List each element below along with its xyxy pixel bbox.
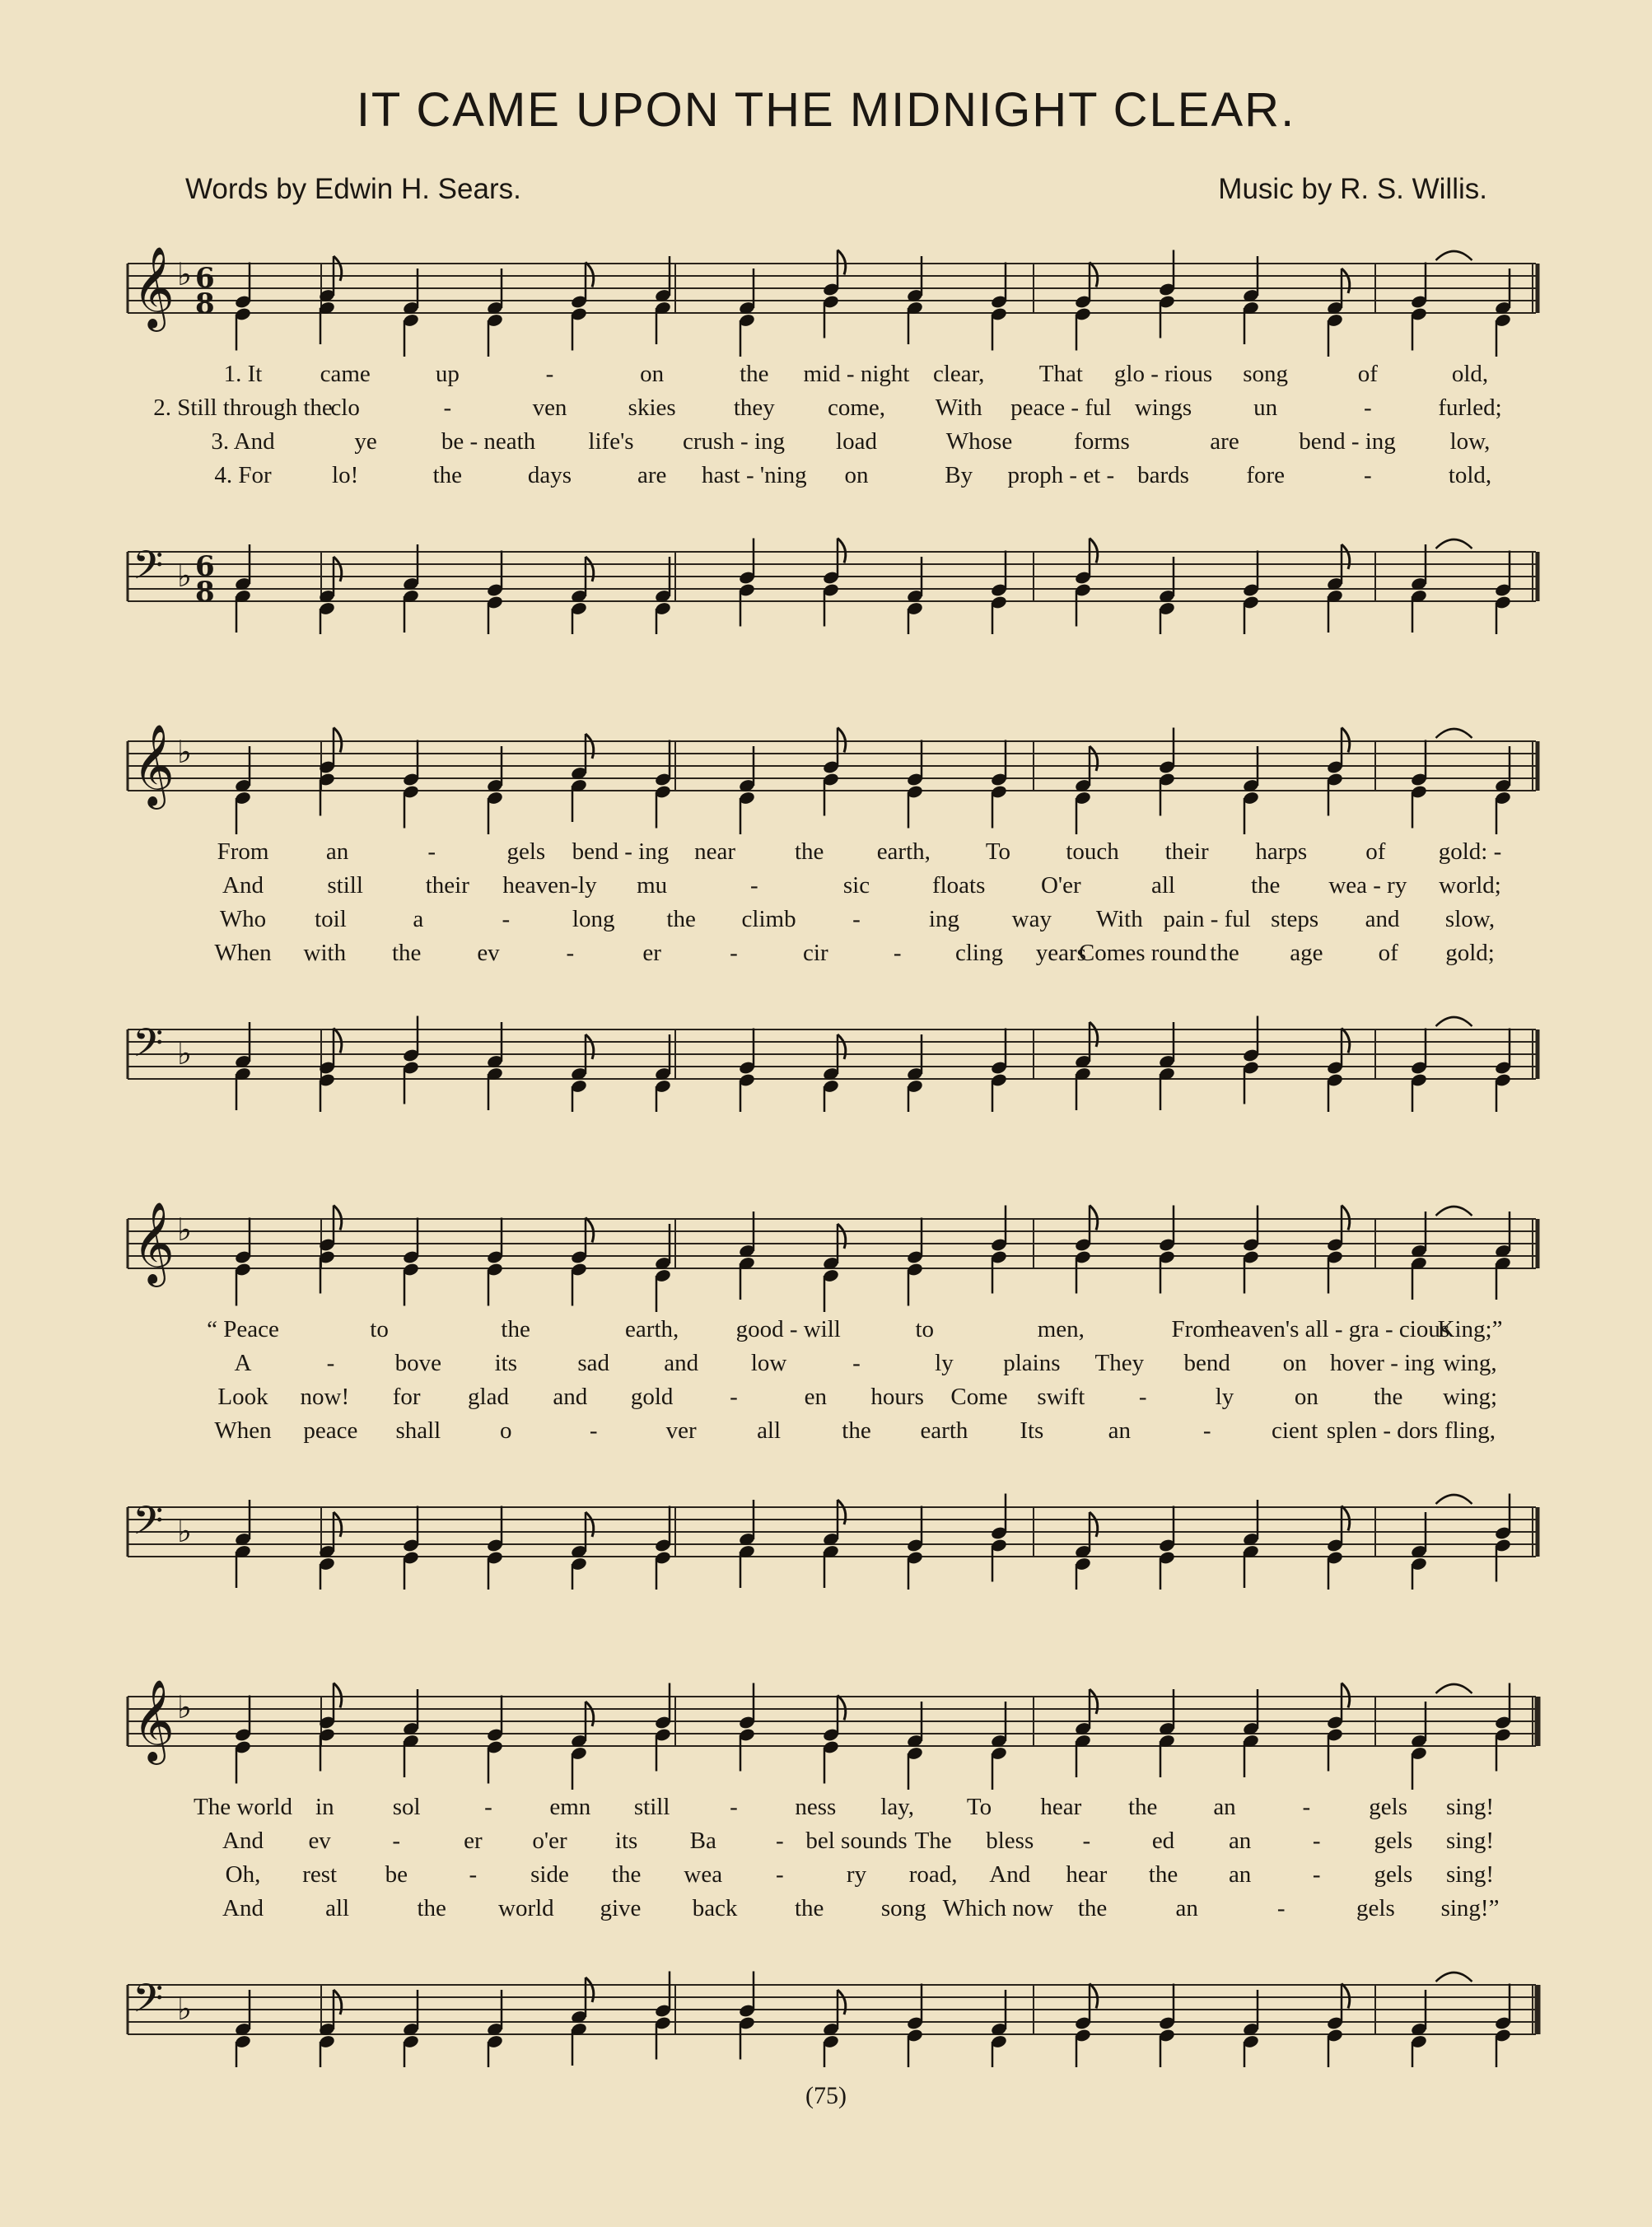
lyric-syllable: come, xyxy=(827,395,886,421)
lyric-syllable: its xyxy=(614,1828,638,1854)
lyric-syllable: an xyxy=(1175,1895,1198,1921)
lyric-line-verse-1 xyxy=(119,1316,1544,1349)
lyric-syllable: The xyxy=(914,1828,952,1854)
lyric-syllable: The world xyxy=(194,1794,292,1820)
lyric-syllable: of xyxy=(1378,940,1398,966)
lyric-syllable: gels xyxy=(1374,1861,1413,1888)
lyric-syllable: - xyxy=(392,1828,401,1854)
lyric-syllable: world; xyxy=(1439,872,1501,899)
flat-key-signature-icon: ♭ xyxy=(177,734,192,770)
lyric-syllable: cir xyxy=(803,940,828,966)
lyric-syllable: - xyxy=(1302,1794,1311,1820)
bass-staff xyxy=(128,1016,1538,1113)
lyric-syllable: And xyxy=(222,872,264,899)
lyric-syllable: and xyxy=(553,1384,588,1410)
lyric-syllable: hours xyxy=(870,1384,924,1410)
fermata-icon xyxy=(1436,1973,1472,1982)
lyric-syllable: - xyxy=(1312,1828,1321,1854)
lyric-line-verse-3 xyxy=(119,428,1544,461)
lyric-line-verse-2 xyxy=(119,395,1544,427)
lyric-syllable: on xyxy=(844,462,869,488)
lyric-syllable: slow, xyxy=(1444,906,1496,932)
lyric-syllable: mu xyxy=(637,872,668,899)
lyric-line-verse-1 xyxy=(119,1794,1544,1827)
lyric-syllable: clo xyxy=(330,395,360,421)
lyric-syllable: on xyxy=(1294,1384,1318,1410)
lyric-syllable: of xyxy=(1365,838,1386,865)
bass-staff xyxy=(128,539,1538,635)
lyric-syllable: earth xyxy=(920,1417,968,1444)
lyric-syllable: en xyxy=(804,1384,828,1410)
lyric-syllable: furled; xyxy=(1438,395,1502,421)
lyric-syllable: steps xyxy=(1271,906,1319,932)
lyric-syllable: gels xyxy=(1356,1895,1395,1921)
lyric-syllable: - xyxy=(326,1350,335,1376)
lyric-syllable: 3. And xyxy=(211,428,275,455)
lyric-syllable: earth, xyxy=(625,1316,679,1342)
lyric-syllable: back xyxy=(692,1895,738,1921)
lyric-syllable: harps xyxy=(1255,838,1308,865)
lyric-syllable: floats xyxy=(931,872,986,899)
lyric-syllable: song xyxy=(1243,361,1289,387)
lyric-line-verse-2 xyxy=(119,1350,1544,1383)
lyric-syllable: sad xyxy=(577,1350,610,1376)
lyric-syllable: “ Peace xyxy=(207,1316,279,1342)
lyric-syllable: up xyxy=(435,361,460,387)
lyric-syllable: emn xyxy=(549,1794,591,1820)
lyric-syllable: bless xyxy=(986,1828,1034,1854)
lyric-syllable: They xyxy=(1094,1350,1145,1376)
lyric-syllable: - xyxy=(502,906,511,932)
lyric-syllable: peace - ful xyxy=(1010,395,1112,421)
lyric-syllable: their xyxy=(1164,838,1209,865)
lyric-line-verse-4 xyxy=(119,462,1544,495)
lyric-syllable: - xyxy=(1082,1828,1091,1854)
lyric-line-verse-1 xyxy=(119,838,1544,871)
lyric-line-verse-2 xyxy=(119,872,1544,905)
lyric-syllable: - xyxy=(852,1350,861,1376)
lyric-syllable: sol xyxy=(392,1794,421,1820)
lyric-syllable: From xyxy=(1171,1316,1224,1342)
lyric-syllable: their xyxy=(425,872,469,899)
lyric-syllable: - xyxy=(589,1417,598,1444)
lyric-syllable: ver xyxy=(665,1417,697,1444)
music-system-2 xyxy=(119,725,1544,1112)
lyric-syllable: - xyxy=(1202,1417,1211,1444)
fermata-icon xyxy=(1436,1017,1472,1026)
lyric-syllable: on xyxy=(640,361,665,387)
lyric-syllable: give xyxy=(600,1895,642,1921)
lyric-syllable: 1. It xyxy=(223,361,263,387)
lyric-syllable: low xyxy=(750,1350,787,1376)
lyric-syllable: glo - rious xyxy=(1113,361,1213,387)
lyric-syllable: - xyxy=(776,1828,784,1854)
lyric-syllable: bend - ing xyxy=(1299,428,1396,455)
lyric-syllable: years xyxy=(1035,940,1086,966)
lyric-syllable: old, xyxy=(1451,361,1489,387)
lyric-syllable: the xyxy=(1373,1384,1403,1410)
lyric-syllable: sic xyxy=(842,872,870,899)
lyric-line-verse-2 xyxy=(119,1828,1544,1861)
lyric-syllable: sing! xyxy=(1446,1794,1494,1820)
time-signature-bottom: 8 xyxy=(195,287,215,320)
lyric-syllable: good - will xyxy=(735,1316,841,1342)
time-signature-top: 6 xyxy=(195,550,215,583)
lyric-syllable: touch xyxy=(1066,838,1119,865)
lyric-syllable: o xyxy=(500,1417,512,1444)
bass-clef-icon: 𝄢 xyxy=(133,1020,164,1076)
lyric-line-verse-4 xyxy=(119,940,1544,973)
lyric-syllable: are xyxy=(637,462,667,488)
lyric-syllable: er xyxy=(642,940,661,966)
lyric-syllable: - xyxy=(1312,1861,1321,1888)
fermata-icon xyxy=(1436,251,1472,260)
lyric-syllable: And xyxy=(222,1828,264,1854)
lyric-syllable: - xyxy=(749,872,758,899)
bass-clef-icon: 𝄢 xyxy=(133,1497,164,1553)
lyric-syllable: To xyxy=(966,1794,992,1820)
lyric-syllable: with xyxy=(303,940,347,966)
lyric-syllable: cling xyxy=(955,940,1003,966)
lyric-syllable: wing; xyxy=(1442,1384,1498,1410)
lyric-syllable: fling, xyxy=(1444,1417,1496,1444)
lyric-syllable: Look xyxy=(217,1384,268,1410)
lyric-syllable: sing!” xyxy=(1440,1895,1500,1921)
lyric-syllable: - xyxy=(893,940,902,966)
fermata-icon xyxy=(1436,729,1472,738)
lyric-syllable: they xyxy=(733,395,775,421)
page-number: (75) xyxy=(805,2082,847,2109)
flat-key-signature-icon: ♭ xyxy=(177,1212,192,1248)
lyric-syllable: and xyxy=(664,1350,699,1376)
lyric-syllable: 4. For xyxy=(214,462,272,488)
lyric-syllable: rest xyxy=(302,1861,338,1888)
lyric-syllable: are xyxy=(1210,428,1239,455)
lyric-syllable: bend xyxy=(1183,1350,1230,1376)
lyric-syllable: an xyxy=(1213,1794,1236,1820)
lyric-syllable: climb xyxy=(741,906,796,932)
treble-clef-icon: 𝄞 xyxy=(133,247,175,329)
lyric-syllable: heaven-ly xyxy=(502,872,597,899)
lyric-syllable: gels xyxy=(506,838,546,865)
treble-staff xyxy=(128,1680,1538,1790)
lyric-syllable: swift xyxy=(1037,1384,1085,1410)
lyric-syllable: - xyxy=(427,838,436,865)
lyric-syllable: the xyxy=(391,940,422,966)
lyric-syllable: That xyxy=(1038,361,1083,387)
lyric-syllable: Who xyxy=(219,906,267,932)
lyric-syllable: now! xyxy=(300,1384,350,1410)
lyric-syllable: and xyxy=(1365,906,1400,932)
lyric-syllable: - xyxy=(469,1861,478,1888)
lyric-syllable: O'er xyxy=(1040,872,1081,899)
lyric-syllable: for xyxy=(392,1384,421,1410)
lyric-syllable: the xyxy=(1127,1794,1158,1820)
treble-clef-icon: 𝄞 xyxy=(133,1202,175,1284)
lyric-syllable: plains xyxy=(1003,1350,1061,1376)
lyric-syllable: an xyxy=(325,838,349,865)
lyric-syllable: ed xyxy=(1151,1828,1175,1854)
lyric-syllable: hover - ing xyxy=(1329,1350,1435,1376)
lyric-syllable: to xyxy=(915,1316,935,1342)
lyric-syllable: - xyxy=(484,1794,492,1820)
lyric-syllable: load xyxy=(836,428,877,455)
lyric-syllable: ness xyxy=(795,1794,837,1820)
lyric-syllable: earth, xyxy=(876,838,931,865)
lyric-syllable: in xyxy=(315,1794,334,1820)
lyric-syllable: When xyxy=(214,1417,272,1444)
lyric-syllable: sing! xyxy=(1446,1828,1494,1854)
music-system-1 xyxy=(119,247,1544,634)
lyric-syllable: With xyxy=(1095,906,1143,932)
bass-clef-icon: 𝄢 xyxy=(133,1975,164,2031)
bass-clef-icon: 𝄢 xyxy=(133,542,164,598)
lyric-line-verse-4 xyxy=(119,1417,1544,1450)
lyric-syllable: gold: - xyxy=(1438,838,1502,865)
flat-key-signature-icon: ♭ xyxy=(177,558,192,594)
lyric-syllable: be - neath xyxy=(441,428,536,455)
lyric-syllable: And xyxy=(989,1861,1031,1888)
lyric-syllable: wing, xyxy=(1443,1350,1497,1376)
lyric-syllable: bards xyxy=(1137,462,1189,488)
lyric-syllable: life's xyxy=(588,428,634,455)
lyric-syllable: the xyxy=(417,1895,446,1921)
lyric-syllable: near xyxy=(694,838,736,865)
lyric-syllable: ing xyxy=(928,906,959,932)
lyric-syllable: splen - dors xyxy=(1326,1417,1439,1444)
treble-clef-icon: 𝄞 xyxy=(133,725,175,806)
lyric-syllable: Oh, xyxy=(225,1861,261,1888)
lyric-syllable: hast - 'ning xyxy=(702,462,807,488)
lyric-syllable: - xyxy=(1276,1895,1286,1921)
words-credit: Words by Edwin H. Sears. xyxy=(185,173,521,205)
treble-staff xyxy=(128,725,1538,834)
treble-staff xyxy=(128,1202,1538,1312)
lyric-syllable: When xyxy=(214,940,272,966)
lyric-syllable: o'er xyxy=(532,1828,567,1854)
lyric-syllable: wings xyxy=(1134,395,1192,421)
lyric-syllable: heaven's all - gra - cious xyxy=(1217,1316,1450,1342)
music-credit: Music by R. S. Willis. xyxy=(1218,173,1487,205)
flat-key-signature-icon: ♭ xyxy=(177,256,192,292)
lyric-syllable: all xyxy=(1151,872,1175,899)
lyric-syllable: To xyxy=(985,838,1011,865)
lyric-syllable: an xyxy=(1228,1861,1252,1888)
lyric-syllable: still xyxy=(633,1794,670,1820)
lyric-syllable: gold xyxy=(630,1384,674,1410)
lyric-syllable: of xyxy=(1357,361,1378,387)
lyric-syllable: Which now xyxy=(942,1895,1054,1921)
lyric-syllable: - xyxy=(545,361,554,387)
flat-key-signature-icon: ♭ xyxy=(177,1513,192,1549)
lyric-line-verse-3 xyxy=(119,906,1544,939)
lyric-syllable: - xyxy=(852,906,861,932)
lyric-syllable: an xyxy=(1108,1417,1131,1444)
lyric-syllable: cient xyxy=(1271,1417,1318,1444)
lyric-line-verse-1 xyxy=(119,361,1544,394)
hymn-title: IT CAME UPON THE MIDNIGHT CLEAR. xyxy=(356,83,1296,137)
flat-key-signature-icon: ♭ xyxy=(177,1991,192,2027)
lyric-syllable: the xyxy=(666,906,696,932)
lyric-syllable: bove xyxy=(394,1350,442,1376)
lyric-syllable: the xyxy=(740,361,769,387)
lyric-syllable: bend - ing xyxy=(572,838,670,865)
lyric-syllable: the xyxy=(501,1316,530,1342)
fermata-icon xyxy=(1436,1207,1472,1216)
lyric-syllable: A xyxy=(234,1350,252,1376)
lyric-syllable: fore xyxy=(1246,462,1285,488)
lyric-syllable: shall xyxy=(395,1417,441,1444)
lyric-syllable: hear xyxy=(1040,1794,1082,1820)
treble-staff xyxy=(128,247,1538,357)
lyric-syllable: gels xyxy=(1374,1828,1413,1854)
lyric-syllable: the xyxy=(794,838,824,865)
lyric-syllable: be xyxy=(385,1861,408,1888)
music-system-3 xyxy=(119,1202,1544,1590)
lyric-syllable: ven xyxy=(532,395,567,421)
lyric-syllable: long xyxy=(572,906,615,932)
lyric-syllable: Its xyxy=(1020,1417,1044,1444)
lyric-syllable: ry xyxy=(846,1861,867,1888)
music-system-4 xyxy=(119,1680,1544,2067)
lyric-line-verse-3 xyxy=(119,1384,1544,1417)
lyric-syllable: wea - ry xyxy=(1328,872,1407,899)
flat-key-signature-icon: ♭ xyxy=(177,1689,192,1725)
treble-clef-icon: 𝄞 xyxy=(133,1680,175,1762)
lyric-syllable: all xyxy=(325,1895,350,1921)
lyric-syllable: proph - et - xyxy=(1007,462,1115,488)
lyric-syllable: the xyxy=(1148,1861,1178,1888)
lyric-syllable: world xyxy=(498,1895,554,1921)
lyric-syllable: - xyxy=(1138,1384,1147,1410)
fermata-icon xyxy=(1436,539,1472,549)
lyric-syllable: road, xyxy=(908,1861,958,1888)
lyric-syllable: on xyxy=(1282,1350,1307,1376)
lyric-syllable: - xyxy=(1363,395,1372,421)
lyric-syllable: its xyxy=(494,1350,517,1376)
lyric-syllable: King;” xyxy=(1437,1316,1503,1342)
lyric-syllable: And xyxy=(222,1895,264,1921)
lyric-syllable: the xyxy=(842,1417,871,1444)
lyric-syllable: to xyxy=(370,1316,389,1342)
lyric-syllable: From xyxy=(217,838,269,865)
lyric-syllable: days xyxy=(527,462,572,488)
lyric-syllable: peace xyxy=(303,1417,358,1444)
fermata-icon xyxy=(1436,1684,1472,1693)
lyric-syllable: the xyxy=(1210,940,1239,966)
bass-staff xyxy=(128,1494,1538,1590)
lyric-syllable: Come xyxy=(950,1384,1008,1410)
lyric-syllable: wea xyxy=(684,1861,723,1888)
lyric-syllable: glad xyxy=(468,1384,509,1410)
lyric-syllable: men, xyxy=(1037,1316,1085,1342)
lyric-syllable: told, xyxy=(1448,462,1492,488)
lyric-syllable: forms xyxy=(1074,428,1130,455)
lyric-syllable: ev xyxy=(477,940,500,966)
lyric-syllable: By xyxy=(945,462,973,488)
lyric-syllable: ye xyxy=(354,428,377,455)
lyric-syllable: mid - night xyxy=(803,361,910,387)
lyric-syllable: With xyxy=(935,395,982,421)
lyric-syllable: gold; xyxy=(1445,940,1495,966)
lyric-syllable: toil xyxy=(315,906,347,932)
lyric-syllable: un xyxy=(1253,395,1278,421)
lyric-syllable: song xyxy=(880,1895,926,1921)
lyric-syllable: the xyxy=(794,1895,824,1921)
lyric-syllable: still xyxy=(327,872,363,899)
lyric-syllable: an xyxy=(1228,1828,1252,1854)
lyric-syllable: lay, xyxy=(880,1794,915,1820)
lyric-line-verse-3 xyxy=(119,1861,1544,1894)
lyric-syllable: side xyxy=(530,1861,569,1888)
lyric-syllable: a xyxy=(413,906,424,932)
lyric-syllable: - xyxy=(730,1794,738,1820)
lyric-syllable: Ba xyxy=(689,1828,716,1854)
lyric-syllable: crush - ing xyxy=(682,428,786,455)
flat-key-signature-icon: ♭ xyxy=(177,1035,192,1071)
lyric-syllable: the xyxy=(1250,872,1281,899)
lyric-syllable: - xyxy=(443,395,452,421)
lyric-syllable: - xyxy=(1363,462,1372,488)
lyric-syllable: Whose xyxy=(945,428,1013,455)
time-signature-top: 6 xyxy=(195,262,215,295)
bass-staff xyxy=(128,1972,1538,2068)
lyric-line-verse-4 xyxy=(119,1895,1544,1928)
lyric-syllable: all xyxy=(757,1417,782,1444)
lyric-syllable: the xyxy=(432,462,463,488)
lyric-syllable: ly xyxy=(935,1350,954,1376)
lyric-syllable: the xyxy=(611,1861,642,1888)
lyric-syllable: bel sounds xyxy=(805,1828,908,1854)
lyric-syllable: pain - ful xyxy=(1163,906,1251,932)
lyric-syllable: the xyxy=(1077,1895,1108,1921)
lyric-syllable: way xyxy=(1011,906,1052,932)
lyric-syllable: Comes round xyxy=(1078,940,1207,966)
lyric-syllable: 2. Still through the xyxy=(153,395,333,421)
lyric-syllable: - xyxy=(776,1861,784,1888)
lyric-syllable: lo! xyxy=(332,462,359,488)
lyric-syllable: sing! xyxy=(1446,1861,1494,1888)
time-signature-bottom: 8 xyxy=(195,576,215,609)
lyric-syllable: low, xyxy=(1449,428,1491,455)
lyric-syllable: came xyxy=(320,361,371,387)
lyric-syllable: ev xyxy=(308,1828,331,1854)
lyric-syllable: - xyxy=(730,940,738,966)
lyric-syllable: er xyxy=(464,1828,483,1854)
lyric-syllable: ly xyxy=(1215,1384,1234,1410)
lyric-syllable: - xyxy=(566,940,575,966)
lyric-syllable: - xyxy=(730,1384,738,1410)
lyric-syllable: gels xyxy=(1369,1794,1408,1820)
lyric-syllable: clear, xyxy=(932,361,985,387)
lyric-syllable: hear xyxy=(1066,1861,1108,1888)
fermata-icon xyxy=(1436,1495,1472,1504)
lyric-syllable: skies xyxy=(628,395,676,421)
lyric-syllable: age xyxy=(1290,940,1323,966)
